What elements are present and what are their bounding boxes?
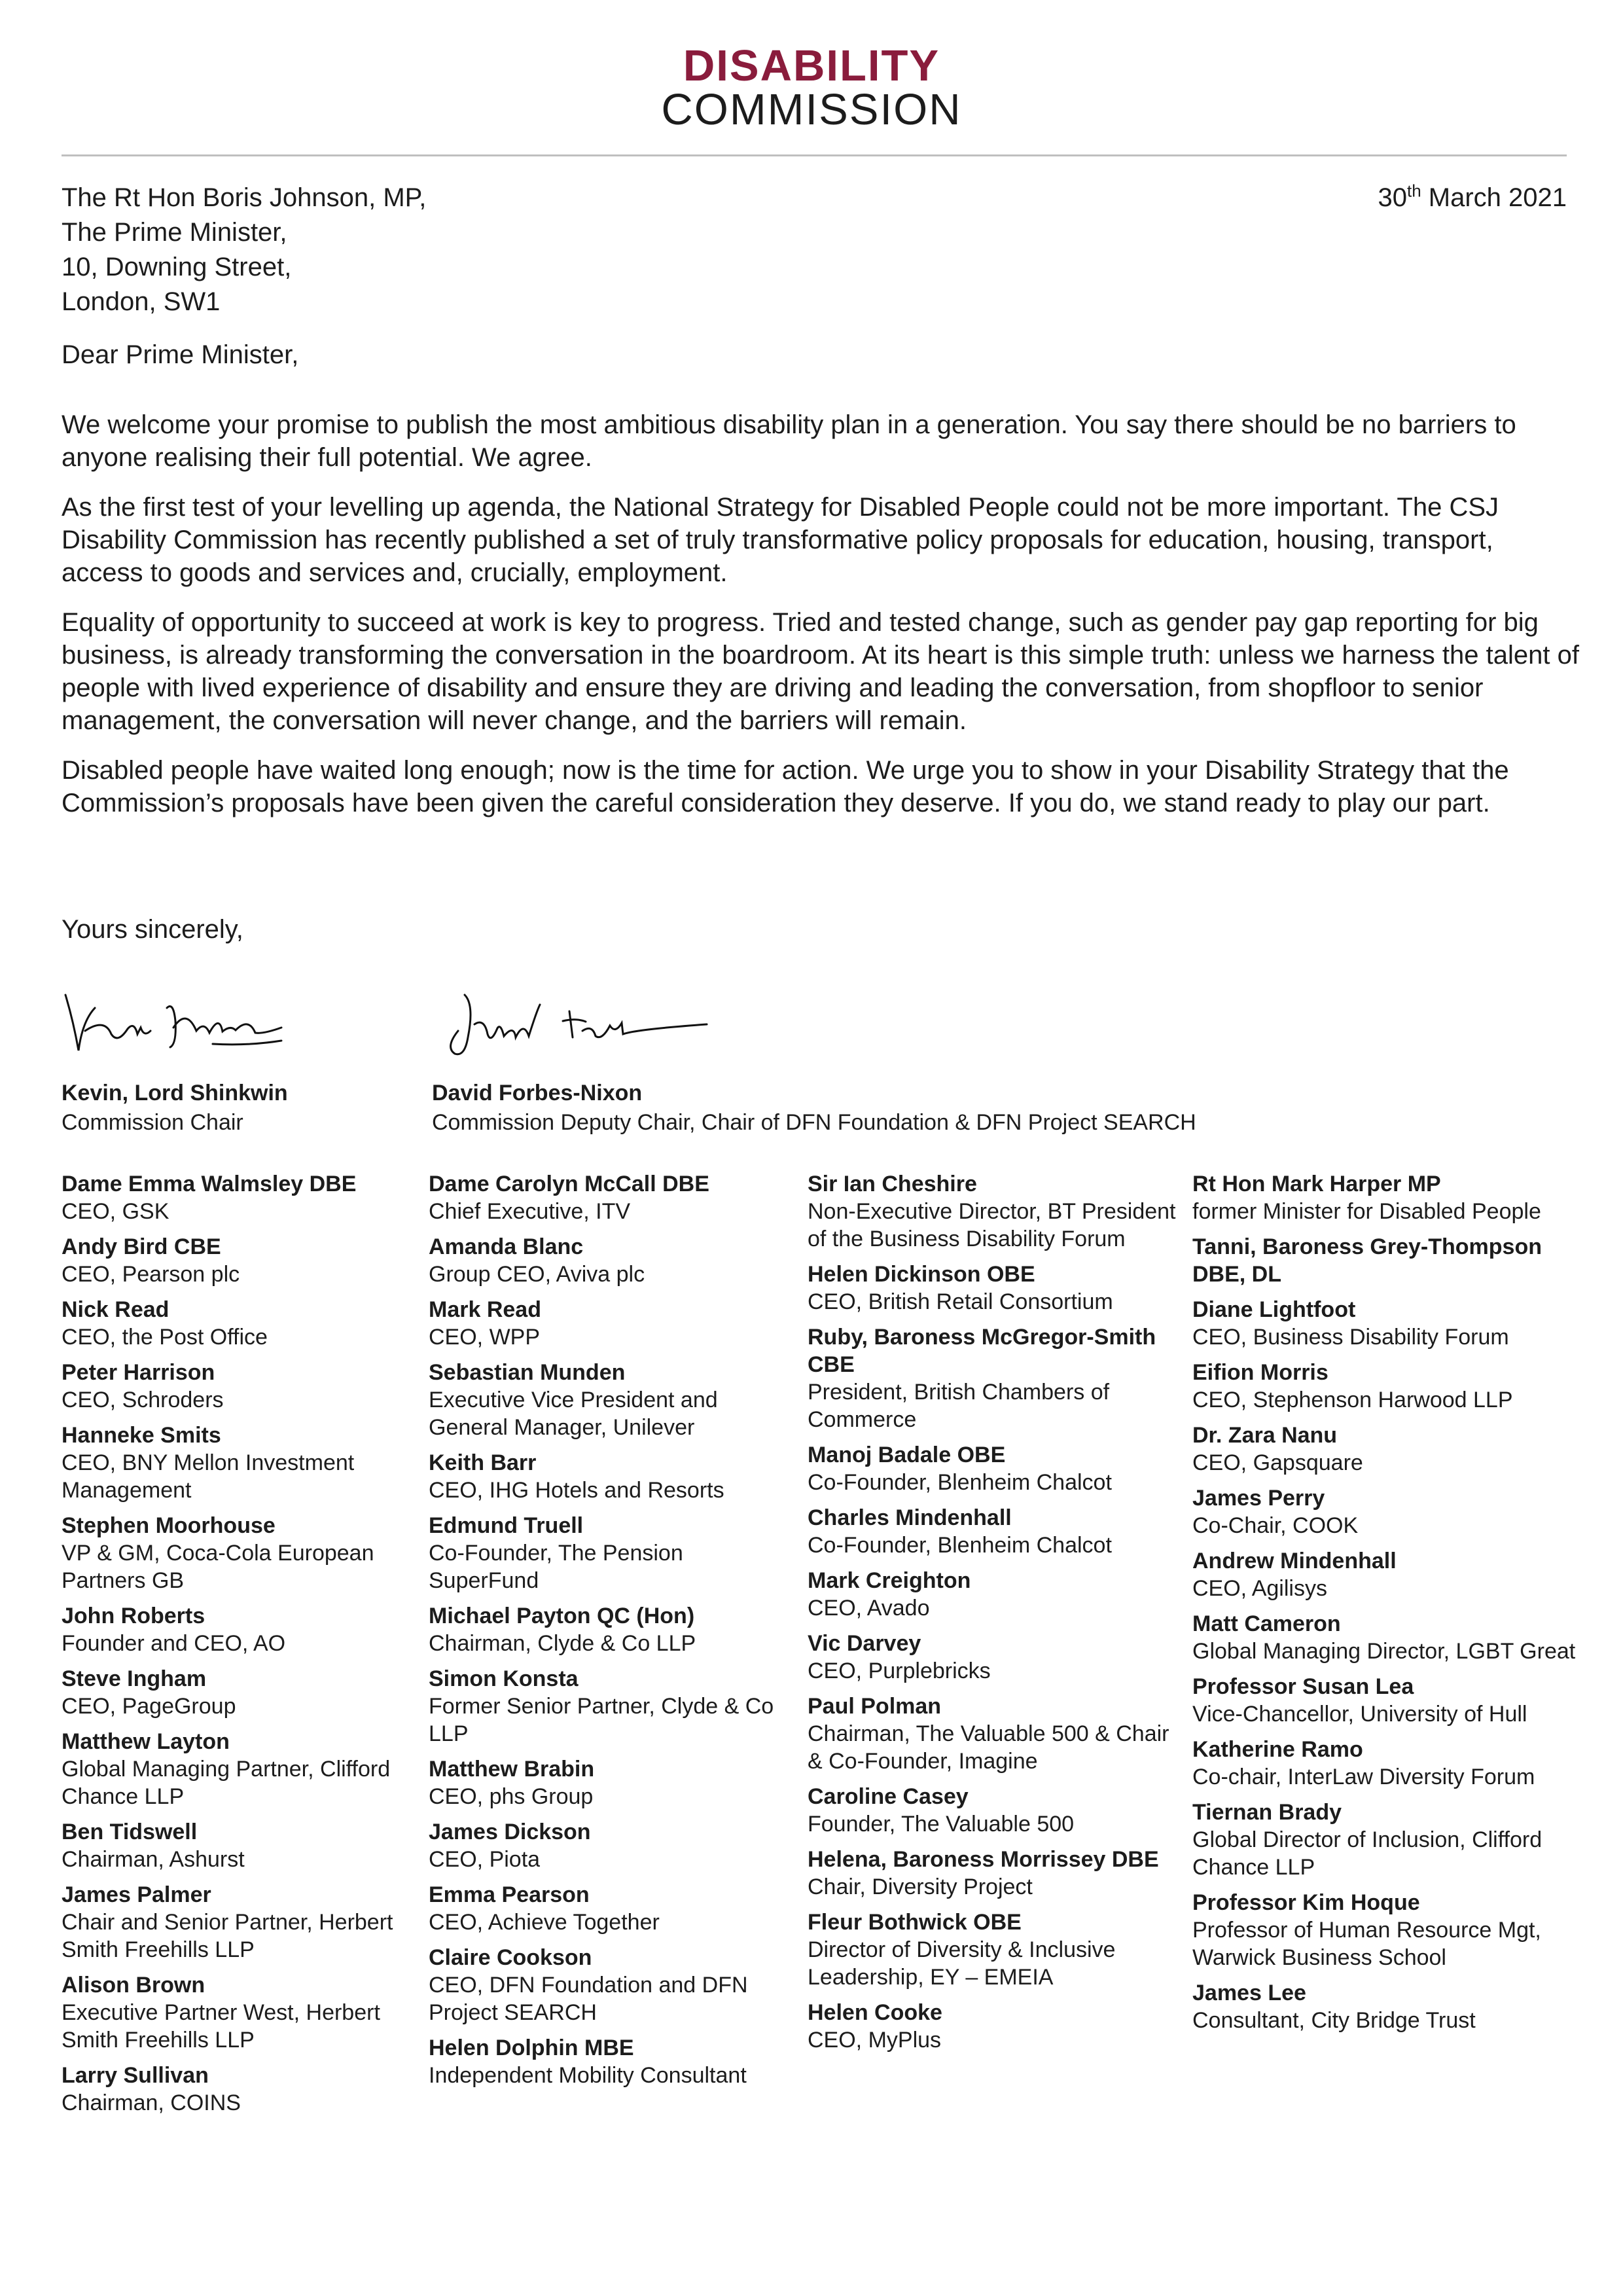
- signatory-name: David Forbes-Nixon: [432, 1081, 643, 1105]
- signatory: [1192, 1484, 1585, 1539]
- paragraph: We welcome your promise to publish the most ambitious disability plan in a generation. You say there should be no barriers to anyone realising their full potential. We agree.: [62, 410, 1516, 472]
- signatory-name: Professor Kim Hoque: [1192, 1890, 1420, 1915]
- signatory: [429, 1944, 795, 2026]
- signatory: [62, 1170, 428, 1225]
- signatory-role: Executive Vice President and General Manager, Unilever: [429, 1388, 718, 1440]
- signatory: [62, 1881, 428, 1964]
- signatory-name: Charles Mindenhall: [808, 1505, 1012, 1530]
- signatory: [1192, 1170, 1585, 1225]
- signatory-role: Co-Founder, Blenheim Chalcot: [808, 1533, 1112, 1558]
- signatory-role: CEO, Purplebricks: [808, 1659, 991, 1683]
- address-line: The Rt Hon Boris Johnson, MP,: [62, 183, 427, 212]
- signatory: [62, 1665, 428, 1720]
- signatory-name: Helen Dolphin MBE: [429, 2036, 634, 2060]
- signatory: [1192, 1233, 1585, 1288]
- signatory: [1192, 1673, 1585, 1728]
- signatory: [429, 1755, 795, 1810]
- signatory: [62, 1602, 428, 1657]
- signatory: [62, 2062, 428, 2117]
- signatory-name: Claire Cookson: [429, 1945, 592, 1970]
- signatory-name: Helen Dickinson OBE: [808, 1262, 1035, 1287]
- signatory-role: Chairman, Clyde & Co LLP: [429, 1631, 696, 1656]
- logo: [0, 41, 1623, 134]
- signatory-name: Nick Read: [62, 1297, 169, 1322]
- signatory-role: Group CEO, Aviva plc: [429, 1262, 645, 1287]
- signatory-role: CEO, Gapsquare: [1192, 1450, 1363, 1475]
- signatory-name: James Dickson: [429, 1820, 591, 1844]
- signatory-role: CEO, BNY Mellon Investment Management: [62, 1450, 355, 1503]
- signatory-name: Vic Darvey: [808, 1631, 921, 1656]
- signatory-name: Tanni, Baroness Grey-Thompson DBE, DL: [1192, 1234, 1543, 1287]
- signatory: [429, 1233, 795, 1288]
- signatories-column-2: [429, 1170, 795, 2097]
- signatory-name: Helen Cooke: [808, 2000, 942, 2025]
- signatory-role: CEO, GSK: [62, 1199, 169, 1224]
- signatory-role: former Minister for Disabled People: [1192, 1199, 1541, 1224]
- signatory: [1192, 1736, 1585, 1791]
- signatory-role: CEO, Pearson plc: [62, 1262, 240, 1287]
- signatory-name: Michael Payton QC (Hon): [429, 1604, 695, 1628]
- signatory-name: Stephen Moorhouse: [62, 1513, 276, 1538]
- signatory: [1192, 1979, 1585, 2034]
- signatory-name: Matt Cameron: [1192, 1611, 1341, 1636]
- signatory: [429, 1449, 795, 1504]
- paragraph: As the first test of your levelling up agenda, the National Strategy for Disabled People could not be more important. The CSJ Disability Commission has recently published a set of truly transformative policy proposals for education, housing, transport, access to goods and services and, crucially, employment.: [62, 493, 1499, 587]
- signatory-name: Fleur Bothwick OBE: [808, 1910, 1022, 1935]
- signatory-role: Executive Partner West, Herbert Smith Freehills LLP: [62, 2000, 380, 2053]
- signatory-role: Founder, The Valuable 500: [808, 1812, 1075, 1837]
- signatory-role: CEO, Piota: [429, 1847, 541, 1872]
- signatory-name: Tiernan Brady: [1192, 1800, 1342, 1825]
- signatory-role: CEO, Schroders: [62, 1388, 224, 1412]
- signatory: [808, 1693, 1187, 1775]
- signatory-name: Edmund Truell: [429, 1513, 584, 1538]
- signatory-role: Global Managing Director, LGBT Great: [1192, 1639, 1576, 1664]
- signatory: [808, 1846, 1187, 1901]
- signatory-role: Non-Executive Director, BT President of the Business Disability Forum: [808, 1199, 1176, 1251]
- signatory: [429, 1359, 795, 1441]
- signatory-name: Rt Hon Mark Harper MP: [1192, 1172, 1441, 1196]
- signatory: [1192, 1296, 1585, 1351]
- signatory: [429, 1296, 795, 1351]
- signatory-role: CEO, Stephenson Harwood LLP: [1192, 1388, 1513, 1412]
- signatory: [808, 1504, 1187, 1559]
- signatory-name: Larry Sullivan: [62, 2063, 209, 2088]
- signatory-name: Paul Polman: [808, 1694, 942, 1719]
- signatory: [808, 1783, 1187, 1838]
- recipient-address: [62, 181, 426, 319]
- logo-line-1: DISABILITY: [683, 41, 940, 90]
- address-line: London, SW1: [62, 287, 221, 316]
- signatory-name: Matthew Brabin: [429, 1757, 595, 1782]
- signatory: [808, 1630, 1187, 1685]
- signatory-name: Manoj Badale OBE: [808, 1443, 1006, 1467]
- signatory-name: Sebastian Munden: [429, 1360, 626, 1385]
- signatory-role: Commission Deputy Chair, Chair of DFN Foundation & DFN Project SEARCH: [432, 1110, 1196, 1135]
- signature-kevin-shinkwin: [59, 982, 308, 1067]
- signatory-name: Emma Pearson: [429, 1882, 590, 1907]
- date-suffix: th: [1406, 181, 1421, 201]
- signatory: [62, 1422, 428, 1504]
- signatory-role: CEO, MyPlus: [808, 2028, 942, 2053]
- signatory-role: Co-Chair, COOK: [1192, 1513, 1359, 1538]
- signatory-role: President, British Chambers of Commerce: [808, 1380, 1110, 1432]
- signatory-name: Amanda Blanc: [429, 1234, 584, 1259]
- signatory-name: Mark Read: [429, 1297, 541, 1322]
- signatory: [62, 1971, 428, 2054]
- signatory-role: CEO, Agilisys: [1192, 1576, 1327, 1601]
- signatory-name: John Roberts: [62, 1604, 205, 1628]
- signatory-name: Andy Bird CBE: [62, 1234, 221, 1259]
- letter-body: [62, 408, 1580, 836]
- signatory: [429, 1170, 795, 1225]
- signatory-name: Dame Carolyn McCall DBE: [429, 1172, 709, 1196]
- signatory: [62, 1233, 428, 1288]
- signatory-name: Mark Creighton: [808, 1568, 971, 1593]
- signatory: [429, 1665, 795, 1748]
- signatory-role: CEO, WPP: [429, 1325, 541, 1350]
- signatory-role: CEO, Business Disability Forum: [1192, 1325, 1509, 1350]
- signatory-role: CEO, PageGroup: [62, 1694, 236, 1719]
- signatory-role: Consultant, City Bridge Trust: [1192, 2008, 1476, 2033]
- signatory-role: CEO, IHG Hotels and Resorts: [429, 1478, 724, 1503]
- signatory: [1192, 1799, 1585, 1881]
- signatory-role: Chairman, Ashurst: [62, 1847, 245, 1872]
- signatory: [1192, 1422, 1585, 1477]
- signatory: [429, 1602, 795, 1657]
- letter-date: [1378, 181, 1567, 215]
- signatory-role: CEO, British Retail Consortium: [808, 1289, 1113, 1314]
- signatory-name: Alison Brown: [62, 1973, 205, 1998]
- signatory: [429, 1881, 795, 1936]
- signatory-name: Ruby, Baroness McGregor-Smith CBE: [808, 1325, 1156, 1377]
- signatory: [62, 1359, 428, 1414]
- signatory-name: James Lee: [1192, 1981, 1306, 2005]
- signatory-name: Steve Ingham: [62, 1666, 207, 1691]
- paragraph: Disabled people have waited long enough; now is the time for action. We urge you to show in your Disability Strategy that the Commission’s proposals have been given the careful consideration they deserve. If you do, we stand ready to play our part.: [62, 756, 1509, 817]
- signatory-name: Dr. Zara Nanu: [1192, 1423, 1338, 1448]
- signatory-name: Katherine Ramo: [1192, 1737, 1363, 1762]
- signatory-name: James Palmer: [62, 1882, 211, 1907]
- signatory-name: Sir Ian Cheshire: [808, 1172, 977, 1196]
- signatory-name: Eifion Morris: [1192, 1360, 1329, 1385]
- signatory-role: CEO, the Post Office: [62, 1325, 268, 1350]
- header-divider: [62, 154, 1567, 156]
- signature-david-forbes-nixon: [438, 985, 713, 1070]
- signatory-role: Co-chair, InterLaw Diversity Forum: [1192, 1765, 1535, 1789]
- signatory-role: Independent Mobility Consultant: [429, 2063, 747, 2088]
- signatory-name: Matthew Layton: [62, 1729, 230, 1754]
- signatory-name: Dame Emma Walmsley DBE: [62, 1172, 357, 1196]
- signatory-role: Chairman, COINS: [62, 2090, 241, 2115]
- signatory: [1192, 1359, 1585, 1414]
- signatory-role: Co-Founder, The Pension SuperFund: [429, 1541, 683, 1593]
- signatory-role: CEO, Avado: [808, 1596, 930, 1621]
- signatory-name: Diane Lightfoot: [1192, 1297, 1356, 1322]
- signatory: [808, 1441, 1187, 1496]
- signatories-column-1: [62, 1170, 428, 2125]
- signatory: [62, 1512, 428, 1594]
- signatory-name: Simon Konsta: [429, 1666, 579, 1691]
- date-day: 30: [1378, 183, 1407, 212]
- signatory: [808, 1261, 1187, 1316]
- signatory-name: Ben Tidswell: [62, 1820, 198, 1844]
- signatory: [1192, 1547, 1585, 1602]
- signatory-role: CEO, Achieve Together: [429, 1910, 660, 1935]
- signatory-role: Global Managing Partner, Clifford Chance LLP: [62, 1757, 391, 1809]
- salutation: Dear Prime Minister,: [62, 340, 299, 369]
- closing: Yours sincerely,: [62, 915, 243, 944]
- signatory-role: CEO, phs Group: [429, 1784, 594, 1809]
- signatory: [1192, 1889, 1585, 1971]
- signatory: [62, 1296, 428, 1351]
- signatory-role: Director of Diversity & Inclusive Leadership, EY – EMEIA: [808, 1937, 1116, 1990]
- signatory: [808, 1999, 1187, 2054]
- signatory-role: Global Director of Inclusion, Clifford Chance LLP: [1192, 1827, 1543, 1880]
- signatory-name: Caroline Casey: [808, 1784, 969, 1809]
- signatory-role: Chairman, The Valuable 500 & Chair & Co-Founder, Imagine: [808, 1721, 1169, 1774]
- signatories-column-3: [808, 1170, 1187, 2062]
- signatory: [429, 1512, 795, 1594]
- address-line: 10, Downing Street,: [62, 253, 292, 281]
- signatory-name: Peter Harrison: [62, 1360, 215, 1385]
- logo-line-2: COMMISSION: [661, 85, 962, 134]
- signatory: [808, 1567, 1187, 1622]
- signatory-role: Vice-Chancellor, University of Hull: [1192, 1702, 1527, 1727]
- signatory: [808, 1909, 1187, 1991]
- signatory-name: Professor Susan Lea: [1192, 1674, 1414, 1699]
- signatory: [808, 1323, 1187, 1433]
- signatory: [429, 2034, 795, 2089]
- signatory: [1192, 1610, 1585, 1665]
- signatory: [62, 1818, 428, 1873]
- date-rest: March 2021: [1421, 183, 1567, 212]
- signatory-name: Kevin, Lord Shinkwin: [62, 1081, 288, 1105]
- signatory-role: Commission Chair: [62, 1110, 243, 1135]
- signatory: [808, 1170, 1187, 1253]
- signatory: [62, 1728, 428, 1810]
- address-line: The Prime Minister,: [62, 218, 287, 247]
- signatory-role: Founder and CEO, AO: [62, 1631, 286, 1656]
- signatory-role: Professor of Human Resource Mgt, Warwick Business School: [1192, 1918, 1541, 1970]
- paragraph: Equality of opportunity to succeed at work is key to progress. Tried and tested change, such as gender pay gap reporting for big business, is already transforming the conversation in the boardroom. At its heart is this simple truth: unless we harness the talent of people with lived experience of disability and ensure they are driving and leading the conversation, from shopfloor to senior management, the conversation will never change, and the barriers will remain.: [62, 608, 1579, 735]
- signatory-role: Co-Founder, Blenheim Chalcot: [808, 1470, 1112, 1495]
- signatory-role: CEO, DFN Foundation and DFN Project SEARCH: [429, 1973, 748, 2025]
- signatory-name: Helena, Baroness Morrissey DBE: [808, 1847, 1159, 1872]
- signatory-role: Chair, Diversity Project: [808, 1874, 1033, 1899]
- signatory-name: Keith Barr: [429, 1450, 537, 1475]
- signatory-role: Chair and Senior Partner, Herbert Smith Freehills LLP: [62, 1910, 393, 1962]
- signatory-name: James Perry: [1192, 1486, 1325, 1511]
- signatory-name: Andrew Mindenhall: [1192, 1549, 1397, 1573]
- signatory-name: Hanneke Smits: [62, 1423, 221, 1448]
- signatory-role: Chief Executive, ITV: [429, 1199, 631, 1224]
- signatory-role: VP & GM, Coca-Cola European Partners GB: [62, 1541, 374, 1593]
- signatory-role: Former Senior Partner, Clyde & Co LLP: [429, 1694, 774, 1746]
- signatories-column-4: [1192, 1170, 1585, 2042]
- signatory: [429, 1818, 795, 1873]
